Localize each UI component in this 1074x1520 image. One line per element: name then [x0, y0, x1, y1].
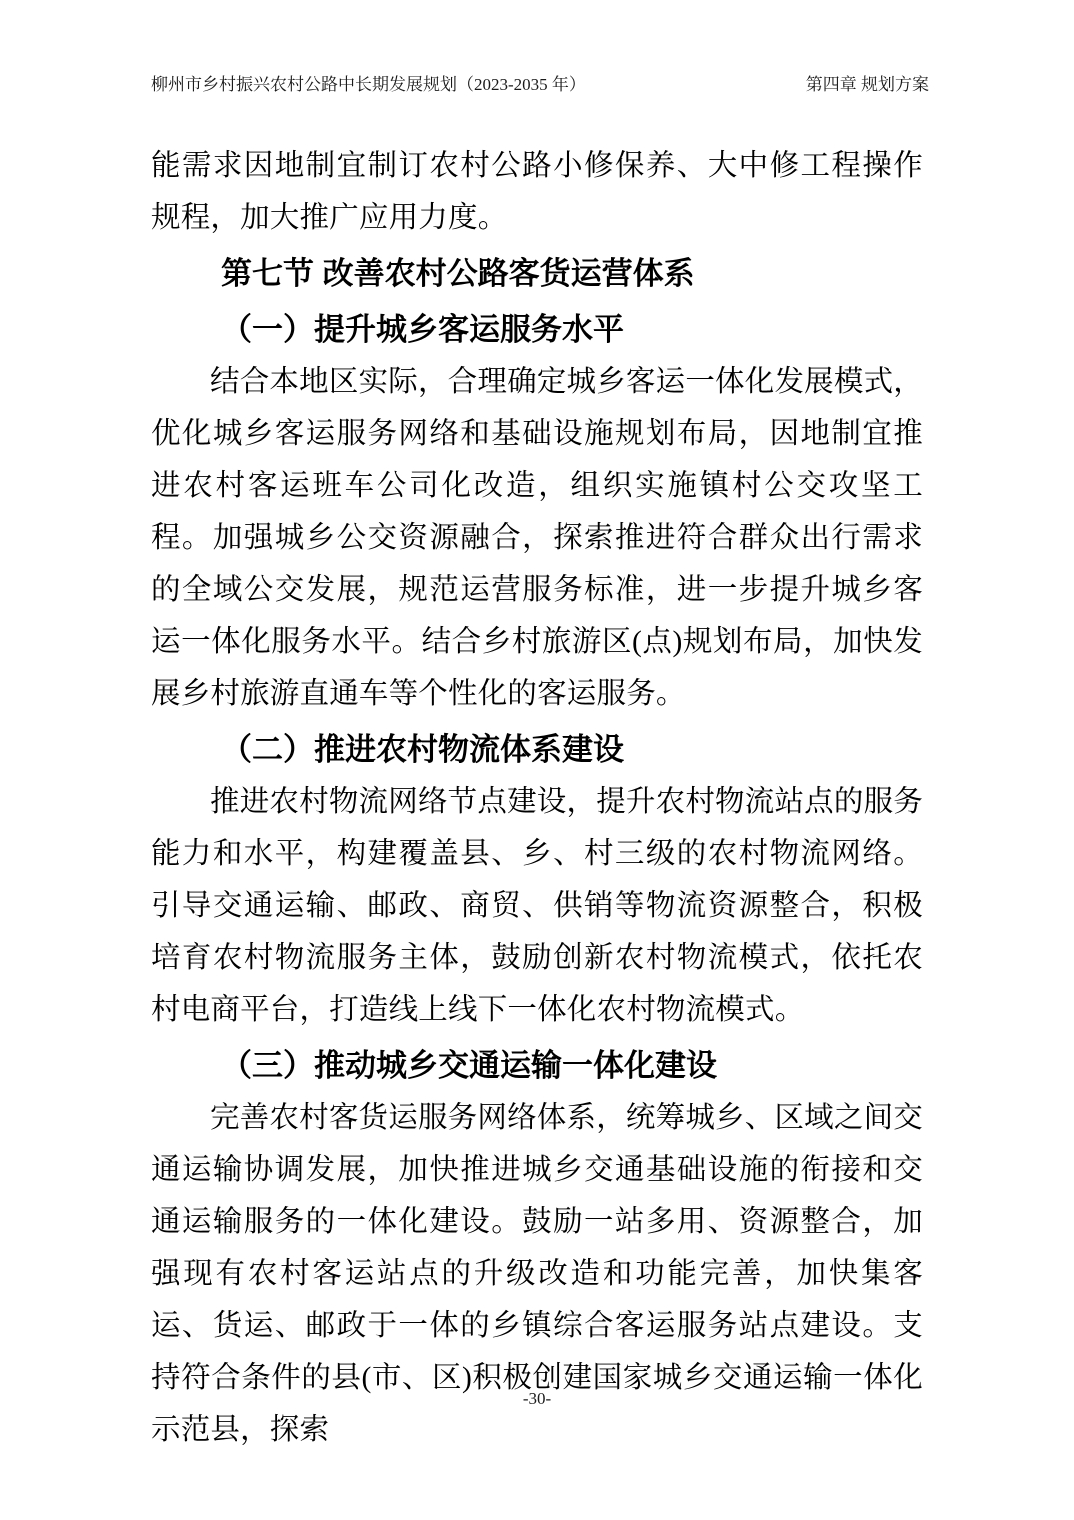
- paragraph-rural-logistics: 推进农村物流网络节点建设，提升农村物流站点的服务能力和水平，构建覆盖县、乡、村三级的农村物流网络。引导交通运输、邮政、商贸、供销等物流资源整合，积极培育农村物流服务主体，鼓励创新农村物流模式，依托农村电商平台，打造线上线下一体化农村物流模式。: [151, 786, 923, 1026]
- paragraph-continuation: 能需求因地制宜制订农村公路小修保养、大中修工程操作规程，加大推广应用力度。: [151, 150, 923, 234]
- page-footer: [0, 1388, 1074, 1410]
- subsection-heading-2: （二）推进农村物流体系建设: [221, 732, 624, 767]
- paragraph-urban-rural-integration: 完善农村客货运服务网络体系，统筹城乡、区域之间交通运输协调发展，加快推进城乡交通基础设施的衔接和交通运输服务的一体化建设。鼓励一站多用、资源整合，加强现有农村客运站点的升级改造和功能完善，加快集客运、货运、邮政于一体的乡镇综合客运服务站点建设。支持符合条件的县(市、区)积极创建国家城乡交通运输一体化示范县，探索: [151, 1102, 923, 1446]
- paragraph-passenger-transport: 结合本地区实际，合理确定城乡客运一体化发展模式，优化城乡客运服务网络和基础设施规划布局，因地制宜推进农村客运班车公司化改造，组织实施镇村公交攻坚工程。加强城乡公交资源融合，探索推进符合群众出行需求的全域公交发展，规范运营服务标准，进一步提升城乡客运一体化服务水平。结合乡村旅游区(点)规划布局，加快发展乡村旅游直通车等个性化的客运服务。: [151, 366, 923, 710]
- document-body: [151, 140, 923, 1456]
- header-document-title: 柳州市乡村振兴农村公路中长期发展规划（2023-2035 年）: [151, 75, 586, 94]
- section-heading-7: 第七节 改善农村公路客货运营体系: [221, 256, 695, 291]
- header-chapter-label: 第四章 规划方案: [805, 75, 929, 94]
- page-number: -30-: [522, 1389, 552, 1408]
- subsection-heading-3: （三）推动城乡交通运输一体化建设: [221, 1048, 717, 1083]
- page-header: [151, 74, 929, 96]
- subsection-heading-1: （一）提升城乡客运服务水平: [221, 312, 624, 347]
